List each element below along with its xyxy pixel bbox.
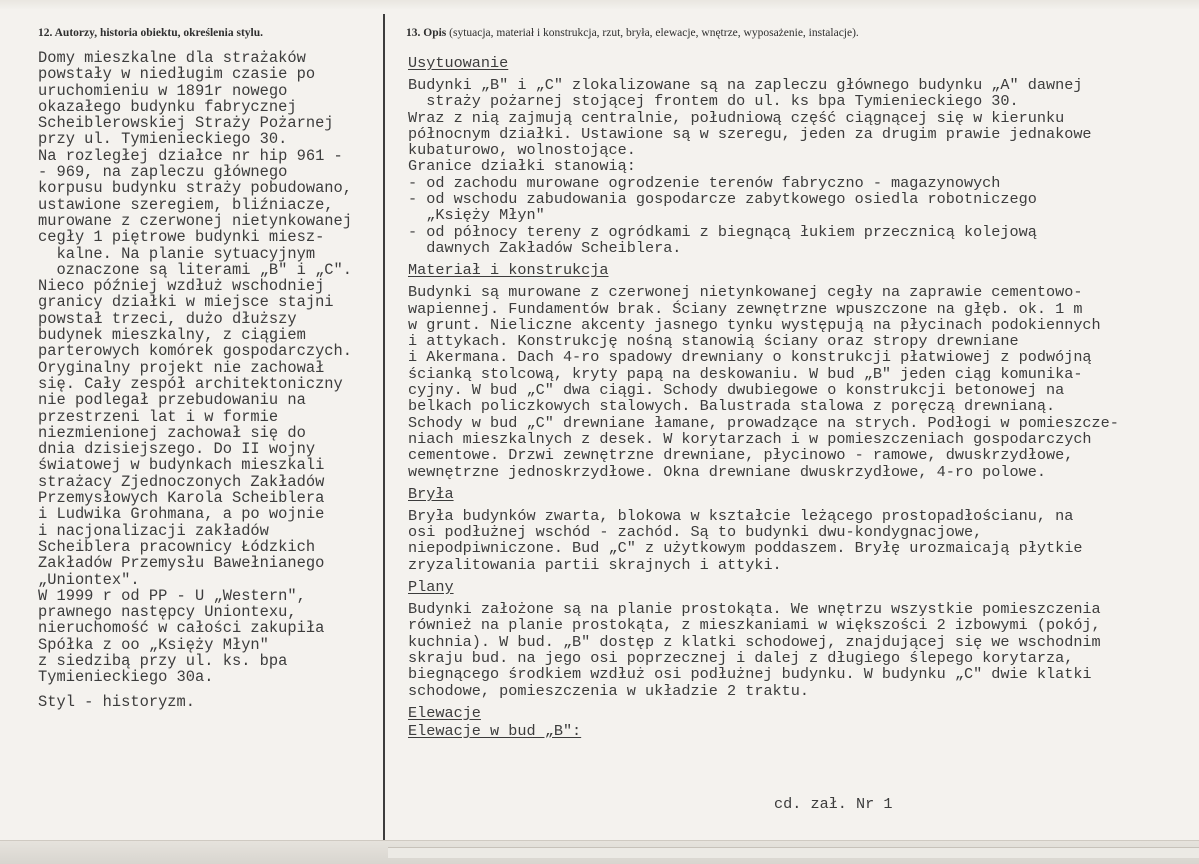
page-top-edge xyxy=(0,0,1199,10)
left-text-line: okazałego budynku fabrycznej xyxy=(38,97,297,116)
section-text-line: dawnych Zakładów Scheiblera. xyxy=(408,238,682,257)
right-header-subtitle: (sytuacja, materiał i konstrukcja, rzut, bryła, elewacje, wnętrze, wyposażenie, instalacje). xyxy=(449,27,859,39)
section-text-line: kubaturowo, wolnostojące. xyxy=(408,141,636,160)
left-text-line: oznaczone są literami „B" i „C". xyxy=(38,260,353,279)
subsection-heading-elewacje-b: Elewacje w bud „B": xyxy=(408,721,582,740)
left-text-line: murowane z czerwonej nietynkowanej xyxy=(38,211,353,230)
section-text-line: skraju bud. na jego osi poprzecznej i dalej z długiego ślepego korytarza, xyxy=(408,648,1074,667)
section-text-line: północnym działki. Ustawione są w szeregu, jeden za drugim prawie jednakowe xyxy=(408,124,1092,143)
left-text-line: Zakładów Przemysłu Bawełnianego xyxy=(38,554,325,573)
section-text-line: Granice działki stanowią: xyxy=(408,157,636,176)
left-text-line: nie podlegał przebudowaniu na xyxy=(38,391,306,410)
left-column-text xyxy=(38,50,383,710)
left-text-line: i Ludwika Grohmana, a po wojnie xyxy=(38,505,325,524)
left-text-line: światowej w budynkach mieszkali xyxy=(38,456,325,475)
section-text-line: w grunt. Nieliczne akcenty jasnego tynku występują na płycinach podokiennych xyxy=(408,315,1101,334)
left-text-line: granicy działki w miejsce stajni xyxy=(38,293,334,312)
left-text-line: budynek mieszkalny, z ciągiem xyxy=(38,326,306,345)
section-heading: Usytuowanie xyxy=(408,54,509,72)
left-text-line: cegły 1 piętrowe budynki miesz- xyxy=(38,228,325,247)
section-text-line: Budynki są murowane z czerwonej nietynkowanej cegły na zaprawie cementowo- xyxy=(408,283,1083,302)
section-text-line: i Akermana. Dach 4-ro spadowy drewniany o konstrukcji płatwiowej z podwójną xyxy=(408,348,1092,367)
left-text-line: Spółka z oo „Księży Młyn" xyxy=(38,635,269,654)
section-text-line: zryzalitowania partii skrajnych i attyki. xyxy=(408,555,782,574)
left-text-line: Nieco później wzdłuż wschodniej xyxy=(38,277,325,296)
style-line: Styl - historyzm. xyxy=(38,692,196,711)
left-text-line: ustawione szeregiem, bliźniacze, xyxy=(38,195,334,214)
section-text-line: również na planie prostokąta, z mieszkaniami w większości 2 izbowymi (pokój, xyxy=(408,616,1101,635)
right-column-text xyxy=(408,55,1198,740)
section-heading: Plany xyxy=(408,578,454,597)
section-text-line: biegnącego środkiem wzdłuż osi podłużnej budynku. W budynku „C" dwie klatki xyxy=(408,665,1092,684)
left-text-line: Przemysłowych Karola Scheiblera xyxy=(38,489,325,508)
right-column-header xyxy=(406,27,859,39)
section-text-line: straży pożarnej stojącej frontem do ul. ks bpa Tymienieckiego 30. xyxy=(408,92,1019,111)
column-divider xyxy=(383,14,385,850)
section-text-line: „Księży Młyn" xyxy=(408,206,545,225)
left-text-line: Oryginalny projekt nie zachował xyxy=(38,358,325,377)
left-text-line: W 1999 r od PP - U „Western", xyxy=(38,586,306,605)
left-text-line: prawnego następcy Uniontexu, xyxy=(38,603,297,622)
continuation-note: cd. zał. Nr 1 xyxy=(774,795,893,813)
section-text-line: - od północy tereny z ogródkami z biegnącą łukiem przecznicą kolejową xyxy=(408,222,1037,241)
left-text-line: powstały w niedługim czasie po xyxy=(38,65,316,84)
section-gap xyxy=(408,699,1198,705)
section-heading: Materiał i konstrukcja xyxy=(408,261,609,280)
left-text-line: Scheiblerowskiej Straży Pożarnej xyxy=(38,114,334,133)
section-text-line: - od zachodu murowane ogrodzenie terenów fabryczno - magazynowych xyxy=(408,173,1001,192)
left-text-line: nieruchomość w całości zakupiła xyxy=(38,619,325,638)
left-text-line: Domy mieszkalne dla strażaków xyxy=(38,49,306,67)
section-text-line: kuchnia). W bud. „B" dostęp z klatki schodowej, znajdującej się we wschodnim xyxy=(408,632,1101,651)
left-text-line: i nacjonalizacji zakładów xyxy=(38,521,269,540)
left-text-line: Tymienieckiego 30a. xyxy=(38,668,214,687)
section-text-line: i attykach. Konstrukcję nośną stanowią ściany oraz stropy drewniane xyxy=(408,332,1019,351)
page-bottom-edge xyxy=(0,840,1199,864)
section-gap xyxy=(408,480,1198,486)
left-text-line: „Uniontex". xyxy=(38,570,140,589)
left-text-line: niezmienionej zachował się do xyxy=(38,423,306,442)
page-fold xyxy=(388,847,1199,858)
left-text-line: Na rozległej działce nr hip 961 - xyxy=(38,146,343,165)
left-text-line: przy ul. Tymienieckiego 30. xyxy=(38,130,288,149)
section-text-line: osi podłużnej wschód - zachód. Są to budynki dwu-kondygnacjowe, xyxy=(408,523,983,542)
section-text-line: niepodpiwniczone. Bud „C" z użytkowym poddaszem. Bryłę urozmaicają płytkie xyxy=(408,539,1083,558)
left-text-line: z siedzibą przy ul. ks. bpa xyxy=(38,651,288,670)
left-text-line: parterowych komórek gospodarczych. xyxy=(38,342,353,361)
section-text-line: Bryła budynków zwarta, blokowa w kształcie leżącego prostopadłościanu, na xyxy=(408,506,1074,525)
section-text-line: Budynki założone są na planie prostokąta. We wnętrzu wszystkie pomieszczenia xyxy=(408,600,1101,619)
section-text-line: schodowe, pomieszczenia w układzie 2 traktu. xyxy=(408,681,810,700)
section-heading: Bryła xyxy=(408,484,454,503)
left-text-line: się. Cały zespół architektoniczny xyxy=(38,374,343,393)
section-heading-elewacje: Elewacje xyxy=(408,703,481,722)
left-text-line: kalne. Na planie sytuacyjnym xyxy=(38,244,316,263)
left-text-line: uruchomieniu w 1891r nowego xyxy=(38,81,288,100)
left-text-line: strażacy Zjednoczonych Zakładów xyxy=(38,472,325,491)
left-text-line: korpusu budynku straży pobudowano, xyxy=(38,179,353,198)
right-header-main: 13. Opis xyxy=(406,27,447,39)
section-text-line: cyjny. W bud „C" dwa ciągi. Schody dwubiegowe o konstrukcji betonowej na xyxy=(408,381,1065,400)
section-text-line: niach mieszkalnych z desek. W korytarzach i w pomieszczeniach gospodarczych xyxy=(408,429,1092,448)
section-text-line: - od wschodu zabudowania gospodarcze zabytkowego osiedla robotniczego xyxy=(408,190,1037,209)
left-text-line: Scheiblera pracownicy Łódzkich xyxy=(38,537,316,556)
left-column-header: 12. Autorzy, historia obiektu, określenia stylu. xyxy=(38,27,264,39)
section-text-line: ścianką stolcową, kryty papą na deskowaniu. W bud „B" jeden ciąg komunika- xyxy=(408,364,1083,383)
section-text-line: wewnętrzne jednoskrzydłowe. Okna drewniane dwuskrzydłowe, 4-ro polowe. xyxy=(408,462,1046,481)
left-text-line: powstał trzeci, dużo dłuższy xyxy=(38,309,297,328)
left-text-line: przestrzeni lat i w formie xyxy=(38,407,279,426)
section-text-line: Schody w bud „C" drewniane łamane, prowadzące na strych. Podłogi w pomieszcze- xyxy=(408,413,1119,432)
section-gap xyxy=(408,573,1198,579)
left-text-line: - 969, na zapleczu głównego xyxy=(38,163,288,182)
section-text-line: belkach policzkowych stalowych. Balustrada stalowa z poręczą drewnianą. xyxy=(408,397,1056,416)
left-text-line: dnia dzisiejszego. Do II wojny xyxy=(38,440,316,459)
section-text-line: Wraz z nią zajmują centralnie, południową część ciągnącej się w kierunku xyxy=(408,108,1065,127)
section-text-line: Budynki „B" i „C" zlokalizowane są na zapleczu głównego budynku „A" dawnej xyxy=(408,76,1083,94)
section-text-line: cementowe. Drzwi zewnętrzne drewniane, płycinowo - ramowe, dwuskrzydłowe, xyxy=(408,446,1074,465)
section-text-line: wapiennej. Fundamentów brak. Ściany zewnętrzne wpuszczone na głęb. ok. 1 m xyxy=(408,299,1083,318)
